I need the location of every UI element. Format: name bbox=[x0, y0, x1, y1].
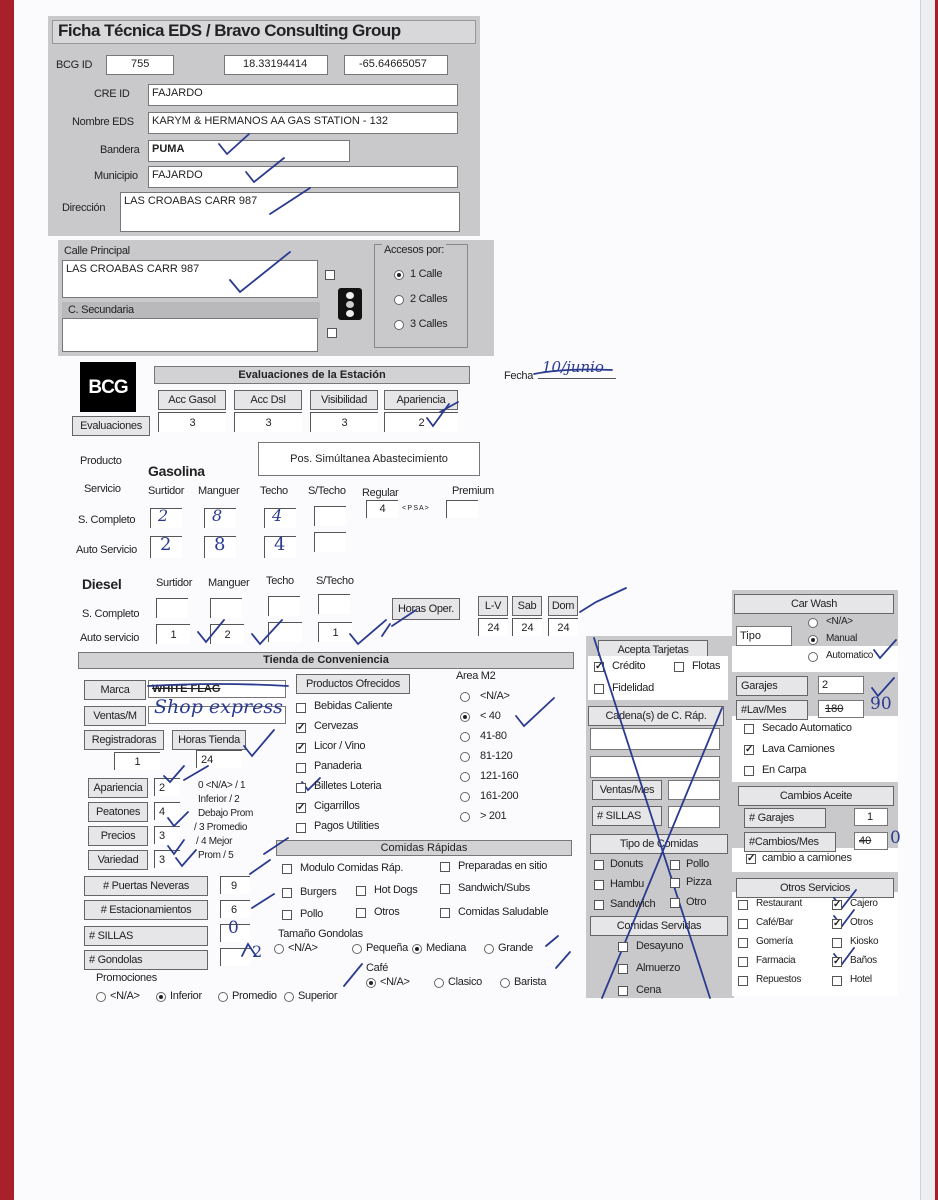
carwash-type-option-0: <N/A> bbox=[826, 616, 853, 627]
food-type-label-1: Pollo bbox=[686, 858, 709, 870]
hours-day-lv: L-V bbox=[478, 596, 508, 616]
promotions-label: Promociones bbox=[96, 972, 157, 984]
area-radio-4[interactable] bbox=[460, 772, 470, 782]
fast-food-checkbox-5[interactable] bbox=[282, 910, 292, 920]
operating-hours-button[interactable]: Horas Oper. bbox=[392, 598, 460, 620]
fast-food-label-7: Comidas Saludable bbox=[458, 906, 549, 918]
diesel-title: Diesel bbox=[82, 576, 122, 592]
card-fleet-checkbox[interactable] bbox=[674, 662, 684, 672]
other-service-checkbox-3[interactable]: ✓ bbox=[833, 918, 842, 929]
access-option-1: 1 Calle bbox=[410, 268, 443, 280]
diesel-sc-techo[interactable] bbox=[268, 596, 300, 616]
meal-label-0: Desayuno bbox=[636, 940, 684, 952]
fast-food-title: Comidas Rápidas bbox=[276, 840, 572, 856]
station-name-label: Nombre EDS bbox=[72, 116, 134, 128]
carwash-type-option-2: Automatico bbox=[826, 650, 874, 661]
main-street-field[interactable]: LAS CROABAS CARR 987 bbox=[62, 260, 318, 298]
washes-handwritten: 90 bbox=[870, 694, 892, 714]
card-fleet-label: Flotas bbox=[692, 660, 721, 672]
fast-food-label-3: Hot Dogs bbox=[374, 884, 418, 896]
area-radio-5[interactable] bbox=[460, 792, 470, 802]
promo-radio-2[interactable] bbox=[218, 992, 228, 1002]
area-option-2: 41-80 bbox=[480, 730, 507, 742]
other-service-checkbox-9[interactable] bbox=[832, 976, 842, 986]
promo-option-0: <N/A> bbox=[110, 990, 140, 1002]
fast-food-label-2: Burgers bbox=[300, 886, 337, 898]
hours-day-dom: Dom bbox=[548, 596, 578, 616]
truck-oil-checkbox[interactable]: ✓ bbox=[747, 853, 756, 864]
sales-handwritten: Shop express bbox=[154, 696, 283, 718]
promo-radio-0[interactable] bbox=[96, 992, 106, 1002]
fast-food-label-0: Modulo Comidas Ráp. bbox=[300, 862, 404, 874]
food-type-label-0: Donuts bbox=[610, 858, 644, 870]
page-title: Ficha Técnica EDS / Bravo Consulting Group bbox=[58, 21, 401, 40]
meal-checkbox-1[interactable] bbox=[618, 964, 628, 974]
latitude-field[interactable]: 18.33194414 bbox=[224, 55, 328, 75]
fast-food-label-6: Otros bbox=[374, 906, 400, 918]
product-checkbox-3[interactable] bbox=[296, 763, 306, 773]
food-type-checkbox-2[interactable] bbox=[594, 880, 604, 890]
store-hours-label: Horas Tienda bbox=[172, 730, 246, 750]
scale-text-6: Prom / 5 bbox=[198, 850, 234, 861]
hours-dom-field[interactable]: 24 bbox=[548, 618, 578, 636]
fast-food-checkbox-2[interactable] bbox=[282, 888, 292, 898]
secondary-street-checkbox[interactable] bbox=[327, 328, 337, 338]
date-handwritten: 10/junio bbox=[542, 358, 604, 376]
carwash-type-radio-0[interactable] bbox=[808, 618, 818, 628]
bcg-id-label: BCG ID bbox=[56, 59, 93, 71]
parking-label: # Estacionamientos bbox=[84, 900, 208, 920]
form-page bbox=[14, 0, 930, 1200]
chain-field-1[interactable] bbox=[590, 728, 720, 750]
eval-header-acc-gasol: Acc Gasol bbox=[158, 390, 226, 410]
product-label-2: Licor / Vino bbox=[314, 740, 366, 752]
cafe-radio-2[interactable] bbox=[500, 978, 510, 988]
fast-food-checkbox-0[interactable] bbox=[282, 864, 292, 874]
chain-title: Cadena(s) de C. Ráp. bbox=[588, 706, 724, 726]
other-services-title: Otros Servicios bbox=[736, 878, 894, 898]
parking-field[interactable]: 6 bbox=[220, 900, 250, 918]
fast-food-checkbox-3[interactable] bbox=[356, 886, 366, 896]
paper-stack-edge bbox=[920, 0, 935, 1200]
diesel-col-surtidor: Surtidor bbox=[156, 577, 193, 589]
bcg-logo: BCG bbox=[80, 362, 136, 412]
other-service-label-3: Otros bbox=[850, 917, 873, 928]
food-type-title: Tipo de Comidas bbox=[590, 834, 728, 854]
gondolas-handwritten: 2 bbox=[252, 942, 263, 961]
premium-field[interactable] bbox=[446, 500, 478, 518]
card-credit-checkbox[interactable]: ✓ bbox=[595, 661, 604, 672]
product-checkbox-0[interactable] bbox=[296, 703, 306, 713]
product-label-1: Cervezas bbox=[314, 720, 359, 732]
hours-lv-field[interactable]: 24 bbox=[478, 618, 508, 636]
registers-field[interactable]: 1 bbox=[114, 752, 160, 770]
fast-food-checkbox-7[interactable] bbox=[440, 908, 450, 918]
chain-sales-label: Ventas/Mes bbox=[592, 780, 662, 800]
chain-chairs-label: # SILLAS bbox=[592, 806, 662, 826]
diesel-as-stecho[interactable]: 1 bbox=[318, 622, 352, 642]
secondary-street-field[interactable] bbox=[62, 318, 318, 352]
product-label-5: Cigarrillos bbox=[314, 800, 360, 812]
carwash-title: Car Wash bbox=[734, 594, 894, 614]
oil-changes-field[interactable]: 40 bbox=[854, 832, 888, 850]
diesel-as-techo[interactable] bbox=[268, 622, 302, 642]
gondola-size-radio-0[interactable] bbox=[274, 944, 284, 954]
other-service-checkbox-6[interactable] bbox=[738, 957, 748, 967]
eval-value-acc-gasol[interactable]: 3 bbox=[158, 412, 226, 432]
cafe-option-1: Clasico bbox=[448, 976, 482, 988]
eval-header-acc-dsl: Acc Dsl bbox=[234, 390, 302, 410]
gondola-size-radio-3[interactable] bbox=[484, 944, 494, 954]
pedestrians-label: Peatones bbox=[88, 802, 148, 822]
regular-label: Regular bbox=[362, 487, 399, 499]
food-type-checkbox-4[interactable] bbox=[594, 900, 604, 910]
fast-food-checkbox-1[interactable] bbox=[440, 862, 450, 872]
cre-id-label: CRE ID bbox=[94, 88, 130, 100]
meal-label-2: Cena bbox=[636, 984, 662, 996]
product-label-6: Pagos Utilities bbox=[314, 820, 380, 832]
prices-label: Precios bbox=[88, 826, 148, 846]
evaluations-button[interactable]: Evaluaciones bbox=[72, 416, 150, 436]
gondola-size-radio-2[interactable] bbox=[412, 944, 422, 954]
diesel-col-techo: Techo bbox=[266, 575, 294, 587]
address-label: Dirección bbox=[62, 202, 106, 214]
product-checkbox-4[interactable] bbox=[296, 783, 306, 793]
product-label-0: Bebidas Caliente bbox=[314, 700, 393, 712]
sales-label: Ventas/M bbox=[84, 706, 146, 726]
service-label: Servicio bbox=[84, 483, 121, 495]
food-type-checkbox-0[interactable] bbox=[594, 860, 604, 870]
product-label-4: Billetes Loteria bbox=[314, 780, 382, 792]
main-street-checkbox[interactable] bbox=[325, 270, 335, 280]
carwash-type-radio-2[interactable] bbox=[808, 652, 818, 662]
area-radio-2[interactable] bbox=[460, 732, 470, 742]
food-type-label-2: Hambu bbox=[610, 878, 644, 890]
access-radio-2[interactable] bbox=[394, 295, 404, 305]
variety-label: Variedad bbox=[88, 850, 148, 870]
products-offered-title: Productos Ofrecidos bbox=[296, 674, 410, 694]
scale-text-2: Inferior / 2 bbox=[198, 794, 240, 805]
gas-sc-surtidor-hand: 2 bbox=[158, 506, 169, 525]
evaluations-title: Evaluaciones de la Estación bbox=[154, 366, 470, 384]
chain-field-2[interactable] bbox=[590, 756, 720, 778]
other-service-checkbox-5[interactable] bbox=[832, 938, 842, 948]
other-service-label-5: Kiosko bbox=[850, 936, 879, 947]
hours-sab-field[interactable]: 24 bbox=[512, 618, 542, 636]
area-option-3: 81-120 bbox=[480, 750, 513, 762]
longitude-field[interactable]: -65.64665057 bbox=[344, 55, 448, 75]
carwash-option-checkbox-1[interactable]: ✓ bbox=[745, 744, 754, 755]
cafe-radio-0[interactable] bbox=[366, 978, 376, 988]
scale-text-5: / 4 Mejor bbox=[196, 836, 233, 847]
cafe-option-2: Barista bbox=[514, 976, 547, 988]
meals-served-title: Comidas Servidas bbox=[590, 916, 728, 936]
other-service-label-2: Café/Bar bbox=[756, 917, 794, 928]
area-radio-1[interactable] bbox=[460, 712, 470, 722]
diesel-col-manguer: Manguer bbox=[208, 577, 250, 589]
gas-as-manguer-hand: 8 bbox=[214, 534, 226, 555]
eval-header-apariencia: Apariencia bbox=[384, 390, 458, 410]
variety-field[interactable]: 3 bbox=[154, 850, 180, 868]
simultaneous-position-field[interactable]: Pos. Simúltanea Abastecimiento bbox=[258, 442, 480, 476]
cafe-label: Café bbox=[366, 962, 389, 974]
prices-field[interactable]: 3 bbox=[154, 826, 180, 844]
promo-radio-3[interactable] bbox=[284, 992, 294, 1002]
product-checkbox-5[interactable]: ✓ bbox=[297, 802, 306, 813]
gas-col-manguer: Manguer bbox=[198, 485, 240, 497]
gas-sc-techo-hand: 4 bbox=[272, 506, 283, 525]
fast-food-label-5: Pollo bbox=[300, 908, 323, 920]
chain-chairs-field[interactable] bbox=[668, 806, 720, 828]
area-option-6: > 201 bbox=[480, 810, 507, 822]
bcg-id-field[interactable]: 755 bbox=[106, 55, 174, 75]
main-street-label: Calle Principal bbox=[64, 245, 130, 257]
gas-as-techo-hand: 4 bbox=[274, 534, 286, 555]
other-service-checkbox-4[interactable] bbox=[738, 938, 748, 948]
washes-field[interactable]: 180 bbox=[818, 700, 864, 718]
fast-food-label-1: Preparadas en sitio bbox=[458, 860, 548, 872]
card-loyalty-checkbox[interactable] bbox=[594, 684, 604, 694]
other-service-label-1: Cajero bbox=[850, 898, 878, 909]
meal-checkbox-2[interactable] bbox=[618, 986, 628, 996]
gondolas-field[interactable] bbox=[220, 948, 250, 966]
municipio-field[interactable]: FAJARDO bbox=[148, 166, 458, 188]
hours-day-sab: Sab bbox=[512, 596, 542, 616]
gas-col-stecho: S/Techo bbox=[308, 485, 346, 497]
address-field[interactable]: LAS CROABAS CARR 987 bbox=[120, 192, 460, 232]
date-label: Fecha bbox=[504, 370, 534, 382]
premium-label: Premium bbox=[452, 485, 494, 497]
chairs-label: # SILLAS bbox=[84, 926, 208, 946]
gondola-size-option-0: <N/A> bbox=[288, 942, 318, 954]
gas-sc-stecho[interactable] bbox=[314, 506, 346, 526]
psa-label: < P S A > bbox=[402, 505, 429, 512]
gondola-size-label: Tamaño Gondolas bbox=[278, 928, 363, 940]
access-option-3: 3 Calles bbox=[410, 318, 448, 330]
meal-checkbox-0[interactable] bbox=[618, 942, 628, 952]
fridge-doors-field[interactable]: 9 bbox=[220, 876, 250, 894]
carwash-type-field[interactable]: Tipo bbox=[736, 626, 792, 646]
fast-food-label-4: Sandwich/Subs bbox=[458, 882, 530, 894]
other-service-checkbox-8[interactable] bbox=[738, 976, 748, 986]
diesel-sc-stecho[interactable] bbox=[318, 594, 350, 614]
diesel-as-surtidor[interactable]: 1 bbox=[156, 624, 190, 644]
other-service-label-4: Gomería bbox=[756, 936, 793, 947]
eval-value-acc-dsl[interactable]: 3 bbox=[234, 412, 302, 432]
food-type-checkbox-3[interactable] bbox=[670, 878, 680, 888]
oil-garages-field[interactable]: 1 bbox=[854, 808, 888, 826]
area-title: Area M2 bbox=[456, 670, 496, 682]
gas-col-techo: Techo bbox=[260, 485, 288, 497]
garages-field[interactable]: 2 bbox=[818, 676, 864, 694]
promo-option-2: Promedio bbox=[232, 990, 277, 1002]
gondola-size-radio-1[interactable] bbox=[352, 944, 362, 954]
carwash-option-label-0: Secado Automatico bbox=[762, 722, 852, 734]
carwash-type-radio-1[interactable] bbox=[808, 635, 818, 645]
access-radio-1[interactable] bbox=[394, 270, 404, 280]
food-type-checkbox-1[interactable] bbox=[670, 860, 680, 870]
gas-full-service-label: S. Completo bbox=[78, 514, 136, 526]
gas-self-service-label: Auto Servicio bbox=[76, 544, 137, 556]
area-radio-0[interactable] bbox=[460, 692, 470, 702]
cards-title: Acepta Tarjetas bbox=[598, 640, 708, 660]
diesel-full-service-label: S. Completo bbox=[82, 608, 140, 620]
diesel-sc-surtidor[interactable] bbox=[156, 598, 188, 618]
carwash-option-label-1: Lava Camiones bbox=[762, 743, 835, 755]
fridge-doors-label: # Puertas Neveras bbox=[84, 876, 208, 896]
appearance-label: Apariencia bbox=[88, 778, 148, 798]
chain-sales-field[interactable] bbox=[668, 780, 720, 800]
product-checkbox-1[interactable]: ✓ bbox=[297, 722, 306, 733]
traffic-light-icon bbox=[338, 288, 362, 320]
cafe-radio-1[interactable] bbox=[434, 978, 444, 988]
store-hours-field[interactable]: 24 bbox=[196, 750, 242, 768]
oil-change-title: Cambios Aceite bbox=[738, 786, 894, 806]
oil-changes-handwritten: 0 bbox=[890, 828, 901, 848]
gas-as-stecho[interactable] bbox=[314, 532, 346, 552]
chairs-handwritten: 0 bbox=[228, 918, 239, 938]
carwash-option-label-2: En Carpa bbox=[762, 764, 807, 776]
card-loyalty-label: Fidelidad bbox=[612, 682, 654, 694]
other-service-checkbox-7[interactable]: ✓ bbox=[833, 956, 842, 967]
other-service-label-0: Restaurant bbox=[756, 898, 802, 909]
area-radio-6[interactable] bbox=[460, 812, 470, 822]
area-option-1: < 40 bbox=[480, 710, 501, 722]
meal-label-1: Almuerzo bbox=[636, 962, 681, 974]
gas-as-surtidor-hand: 2 bbox=[160, 534, 172, 555]
other-service-label-8: Repuestos bbox=[756, 974, 802, 985]
area-radio-3[interactable] bbox=[460, 752, 470, 762]
promo-radio-1[interactable] bbox=[156, 992, 166, 1002]
carwash-option-checkbox-2[interactable] bbox=[744, 766, 754, 776]
other-service-checkbox-2[interactable] bbox=[738, 919, 748, 929]
carwash-option-checkbox-0[interactable] bbox=[744, 724, 754, 734]
other-service-label-9: Hotel bbox=[850, 974, 872, 985]
appearance-field[interactable]: 2 bbox=[154, 778, 180, 796]
gondola-size-option-2: Mediana bbox=[426, 942, 467, 954]
eval-header-visibilidad: Visibilidad bbox=[310, 390, 378, 410]
municipio-label: Municipio bbox=[94, 170, 138, 182]
diesel-self-service-label: Auto servicio bbox=[80, 632, 140, 644]
promo-option-1: Inferior bbox=[170, 990, 202, 1002]
product-checkbox-2[interactable]: ✓ bbox=[297, 742, 306, 753]
other-service-checkbox-0[interactable] bbox=[738, 900, 748, 910]
gondola-size-option-3: Grande bbox=[498, 942, 533, 954]
fast-food-checkbox-4[interactable] bbox=[440, 884, 450, 894]
product-checkbox-6[interactable] bbox=[296, 823, 306, 833]
truck-oil-label: cambio a camiones bbox=[762, 852, 852, 864]
promo-option-3: Superior bbox=[298, 990, 338, 1002]
scale-text-4: / 3 Promedio bbox=[194, 822, 248, 833]
diesel-col-stecho: S/Techo bbox=[316, 575, 354, 587]
area-option-0: <N/A> bbox=[480, 690, 510, 702]
area-option-5: 161-200 bbox=[480, 790, 519, 802]
access-radio-3[interactable] bbox=[394, 320, 404, 330]
flag-field[interactable]: PUMA bbox=[148, 140, 350, 162]
other-service-checkbox-1[interactable]: ✓ bbox=[833, 899, 842, 910]
brand-field[interactable]: WHITE FLAG bbox=[148, 680, 286, 698]
pedestrians-field[interactable]: 4 bbox=[154, 802, 180, 820]
food-type-label-4: Sandwich bbox=[610, 898, 656, 910]
eval-value-visibilidad[interactable]: 3 bbox=[310, 412, 378, 432]
area-option-4: 121-160 bbox=[480, 770, 519, 782]
oil-changes-label: #Cambios/Mes bbox=[744, 832, 836, 852]
cre-id-field[interactable]: FAJARDO bbox=[148, 84, 458, 106]
washes-label: #Lav/Mes bbox=[736, 700, 808, 720]
registers-label: Registradoras bbox=[84, 730, 164, 750]
other-service-label-7: Baños bbox=[850, 955, 877, 966]
card-credit-label: Crédito bbox=[612, 660, 646, 672]
access-label: Accesos por: bbox=[384, 244, 444, 256]
gasolina-title: Gasolina bbox=[148, 463, 205, 479]
product-label-3: Panaderia bbox=[314, 760, 362, 772]
flag-label: Bandera bbox=[100, 144, 140, 156]
gas-sc-manguer-hand: 8 bbox=[212, 506, 223, 525]
garages-label: Garajes bbox=[736, 676, 808, 696]
regular-field[interactable]: 4 bbox=[366, 500, 398, 518]
eval-value-apariencia[interactable]: 2 bbox=[384, 412, 458, 432]
brand-label: Marca bbox=[84, 680, 146, 700]
gondolas-label: # Gondolas bbox=[84, 950, 208, 970]
cafe-option-0: <N/A> bbox=[380, 976, 410, 988]
food-type-checkbox-5[interactable] bbox=[670, 898, 680, 908]
gondola-size-option-1: Pequeña bbox=[366, 942, 408, 954]
diesel-as-manguer[interactable]: 2 bbox=[210, 624, 244, 644]
store-title: Tienda de Conveniencia bbox=[78, 652, 574, 669]
secondary-street-label: C. Secundaria bbox=[68, 304, 134, 316]
fast-food-checkbox-6[interactable] bbox=[356, 908, 366, 918]
food-type-label-5: Otro bbox=[686, 896, 707, 908]
oil-garages-label: # Garajes bbox=[744, 808, 826, 828]
gas-col-surtidor: Surtidor bbox=[148, 485, 185, 497]
carwash-type-option-1: Manual bbox=[826, 633, 857, 644]
product-label: Producto bbox=[80, 455, 122, 467]
food-type-label-3: Pizza bbox=[686, 876, 712, 888]
scale-text-1: 0 <N/A> / 1 bbox=[198, 780, 246, 791]
access-option-2: 2 Calles bbox=[410, 293, 448, 305]
station-name-field[interactable]: KARYM & HERMANOS AA GAS STATION - 132 bbox=[148, 112, 458, 134]
other-service-label-6: Farmacia bbox=[756, 955, 796, 966]
scale-text-3: Debajo Prom bbox=[198, 808, 254, 819]
diesel-sc-manguer[interactable] bbox=[210, 598, 242, 618]
